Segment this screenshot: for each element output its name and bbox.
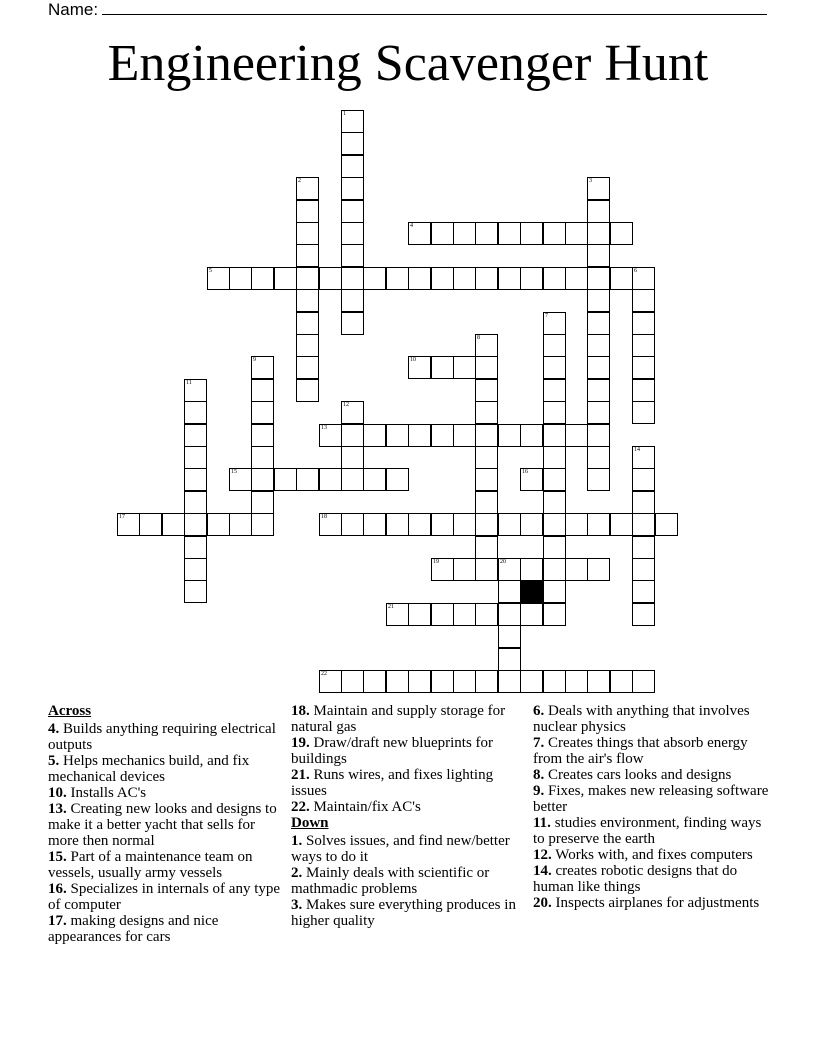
crossword-cell[interactable] — [475, 356, 498, 379]
crossword-cell[interactable] — [341, 200, 364, 223]
crossword-cell[interactable] — [363, 513, 386, 536]
crossword-cell[interactable] — [184, 558, 207, 581]
crossword-cell[interactable] — [565, 558, 588, 581]
crossword-cell[interactable] — [386, 513, 409, 536]
crossword-cell[interactable] — [453, 513, 476, 536]
crossword-cell[interactable] — [184, 424, 207, 447]
crossword-cell[interactable] — [543, 267, 566, 290]
clue-item — [291, 833, 527, 865]
clue-item — [48, 753, 284, 785]
crossword-cell[interactable] — [520, 424, 543, 447]
clue-number: 4. — [48, 721, 60, 737]
clue-text: Inspects airplanes for adjustments — [555, 895, 760, 911]
clue-item — [291, 767, 527, 799]
crossword-cell[interactable] — [543, 670, 566, 693]
clue-text: Specializes in internals of any type of computer — [48, 881, 281, 913]
clue-text: Builds anything requiring electrical outputs — [48, 721, 276, 753]
clue-text: studies environment, finding ways to preserve the earth — [533, 815, 762, 847]
crossword-cell[interactable] — [431, 356, 454, 379]
cell-number: 8 — [477, 335, 480, 341]
cell-number: 4 — [410, 223, 413, 229]
crossword-cell[interactable] — [229, 468, 252, 491]
crossword-cell[interactable] — [543, 424, 566, 447]
crossword-cell[interactable] — [632, 468, 655, 491]
crossword-cell[interactable] — [363, 267, 386, 290]
crossword-cell[interactable] — [207, 513, 230, 536]
cell-number: 15 — [231, 469, 237, 475]
clue-item — [48, 881, 284, 913]
cell-number: 6 — [634, 268, 637, 274]
crossword-cell[interactable] — [184, 536, 207, 559]
crossword-cell[interactable] — [475, 491, 498, 514]
crossword-cell[interactable] — [587, 513, 610, 536]
crossword-cell-shaded — [520, 580, 543, 603]
crossword-cell[interactable] — [498, 513, 521, 536]
crossword-cell[interactable] — [319, 267, 342, 290]
crossword-cell[interactable] — [475, 536, 498, 559]
crossword-cell[interactable] — [632, 536, 655, 559]
crossword-cell[interactable] — [475, 222, 498, 245]
crossword-cell[interactable] — [341, 267, 364, 290]
crossword-cell[interactable] — [251, 356, 274, 379]
crossword-cell[interactable] — [363, 670, 386, 693]
crossword-cell[interactable] — [498, 222, 521, 245]
crossword-cell[interactable] — [341, 177, 364, 200]
crossword-cell[interactable] — [498, 603, 521, 626]
clue-number: 14. — [533, 863, 552, 879]
crossword-cell[interactable] — [341, 401, 364, 424]
crossword-cell[interactable] — [632, 513, 655, 536]
clue-item — [533, 783, 769, 815]
crossword-cell[interactable] — [453, 267, 476, 290]
crossword-cell[interactable] — [498, 648, 521, 671]
clue-number: 2. — [291, 865, 303, 881]
crossword-cell[interactable] — [475, 670, 498, 693]
crossword-cell[interactable] — [632, 670, 655, 693]
crossword-cell[interactable] — [251, 424, 274, 447]
clue-text: Fixes, makes new releasing software better — [533, 783, 769, 815]
crossword-cell[interactable] — [565, 513, 588, 536]
clue-text: Solves issues, and find new/better ways to do it — [291, 833, 510, 865]
crossword-cell[interactable] — [475, 603, 498, 626]
crossword-cell[interactable] — [251, 491, 274, 514]
crossword-cell[interactable] — [251, 446, 274, 469]
crossword-cell[interactable] — [184, 580, 207, 603]
crossword-cell[interactable] — [453, 603, 476, 626]
crossword-cell[interactable] — [296, 200, 319, 223]
crossword-cell[interactable] — [184, 513, 207, 536]
crossword-cell[interactable] — [274, 267, 297, 290]
crossword-cell[interactable] — [453, 424, 476, 447]
crossword-cell[interactable] — [520, 670, 543, 693]
clue-item — [533, 847, 769, 863]
crossword-cell[interactable] — [498, 424, 521, 447]
crossword-cell[interactable] — [341, 513, 364, 536]
crossword-cell[interactable] — [587, 446, 610, 469]
crossword-cell[interactable] — [587, 267, 610, 290]
crossword-cell[interactable] — [543, 222, 566, 245]
crossword-cell[interactable] — [319, 468, 342, 491]
clue-number: 21. — [291, 767, 310, 783]
crossword-cell[interactable] — [162, 513, 185, 536]
cell-number: 21 — [388, 604, 394, 610]
crossword-cell[interactable] — [565, 222, 588, 245]
crossword-cell[interactable] — [408, 222, 431, 245]
clue-text: Makes sure everything produces in higher quality — [291, 897, 516, 929]
clue-number: 17. — [48, 913, 67, 929]
crossword-cell[interactable] — [475, 468, 498, 491]
cell-number: 22 — [321, 671, 327, 677]
crossword-cell[interactable] — [520, 267, 543, 290]
cell-number: 9 — [253, 357, 256, 363]
crossword-cell[interactable] — [543, 312, 566, 335]
crossword-cell[interactable] — [296, 289, 319, 312]
crossword-cell[interactable] — [386, 267, 409, 290]
cell-number: 14 — [634, 447, 640, 453]
crossword-cell[interactable] — [543, 580, 566, 603]
crossword-cell[interactable] — [341, 446, 364, 469]
clue-item — [533, 863, 769, 895]
crossword-cell[interactable] — [655, 513, 678, 536]
across-heading: Across — [48, 703, 92, 719]
crossword-cell[interactable] — [431, 670, 454, 693]
clue-number: 7. — [533, 735, 545, 751]
crossword-cell[interactable] — [319, 513, 342, 536]
crossword-cell[interactable] — [251, 401, 274, 424]
crossword-cell[interactable] — [587, 356, 610, 379]
crossword-cell[interactable] — [632, 312, 655, 335]
crossword-cell[interactable] — [565, 424, 588, 447]
crossword-cell[interactable] — [543, 603, 566, 626]
crossword-cell[interactable] — [296, 334, 319, 357]
cell-number: 5 — [209, 268, 212, 274]
cell-number: 11 — [186, 380, 192, 386]
clue-item — [291, 897, 527, 929]
clue-number: 22. — [291, 799, 310, 815]
crossword-cell[interactable] — [341, 312, 364, 335]
crossword-cell[interactable] — [229, 513, 252, 536]
crossword-cell[interactable] — [408, 424, 431, 447]
crossword-cell[interactable] — [408, 356, 431, 379]
cell-number: 7 — [545, 313, 548, 319]
crossword-cell[interactable] — [475, 267, 498, 290]
crossword-cell[interactable] — [587, 244, 610, 267]
crossword-cell[interactable] — [184, 401, 207, 424]
crossword-cell[interactable] — [475, 379, 498, 402]
clue-number: 5. — [48, 753, 60, 769]
crossword-cell[interactable] — [431, 513, 454, 536]
crossword-cell[interactable] — [386, 424, 409, 447]
crossword-cell[interactable] — [341, 155, 364, 178]
clue-item — [48, 801, 284, 849]
cell-number: 16 — [522, 469, 528, 475]
crossword-cell[interactable] — [498, 580, 521, 603]
crossword-cell[interactable] — [520, 603, 543, 626]
clue-number: 20. — [533, 895, 552, 911]
crossword-cell[interactable] — [543, 468, 566, 491]
clue-item — [48, 849, 284, 881]
crossword-cell[interactable] — [587, 312, 610, 335]
crossword-cell[interactable] — [453, 356, 476, 379]
clue-number: 18. — [291, 703, 310, 719]
clue-number: 3. — [291, 897, 303, 913]
crossword-cell[interactable] — [341, 468, 364, 491]
clue-text: Maintain/fix AC's — [313, 799, 421, 815]
clue-text: Creates cars looks and designs — [548, 767, 732, 783]
crossword-cell[interactable] — [117, 513, 140, 536]
crossword-cell[interactable] — [543, 334, 566, 357]
clue-item — [533, 703, 769, 735]
crossword-cell[interactable] — [296, 379, 319, 402]
cell-number: 17 — [119, 514, 125, 520]
clue-item — [291, 703, 527, 735]
crossword-cell[interactable] — [543, 558, 566, 581]
cell-number: 18 — [321, 514, 327, 520]
crossword-cell[interactable] — [632, 491, 655, 514]
clue-number: 16. — [48, 881, 67, 897]
crossword-cell[interactable] — [632, 379, 655, 402]
crossword-cell[interactable] — [610, 513, 633, 536]
crossword-cell[interactable] — [386, 670, 409, 693]
crossword-cell[interactable] — [431, 222, 454, 245]
crossword-cell[interactable] — [475, 446, 498, 469]
clue-text: Creates things that absorb energy from the air's flow — [533, 735, 748, 767]
crossword-cell[interactable] — [543, 356, 566, 379]
crossword-cell[interactable] — [587, 468, 610, 491]
clue-text: Maintain and supply storage for natural gas — [291, 703, 506, 735]
crossword-cell[interactable] — [296, 222, 319, 245]
crossword-cell[interactable] — [296, 244, 319, 267]
crossword-cell[interactable] — [229, 267, 252, 290]
crossword-cell[interactable] — [587, 334, 610, 357]
crossword-cell[interactable] — [408, 267, 431, 290]
crossword-cell[interactable] — [431, 424, 454, 447]
clue-text: creates robotic designs that do human like things — [533, 863, 738, 895]
crossword-cell[interactable] — [274, 468, 297, 491]
crossword-cell[interactable] — [520, 468, 543, 491]
crossword-cell[interactable] — [431, 267, 454, 290]
clue-text: Deals with anything that involves nuclear physics — [533, 703, 750, 735]
crossword-cell[interactable] — [363, 468, 386, 491]
crossword-cell[interactable] — [431, 558, 454, 581]
clues-column-2 — [291, 703, 527, 929]
cell-number: 13 — [321, 425, 327, 431]
clue-item — [533, 895, 769, 911]
crossword-cell[interactable] — [520, 222, 543, 245]
clue-number: 6. — [533, 703, 545, 719]
crossword-cell[interactable] — [319, 670, 342, 693]
crossword-cell[interactable] — [587, 177, 610, 200]
clue-text: Works with, and fixes computers — [555, 847, 753, 863]
crossword-cell[interactable] — [475, 424, 498, 447]
crossword-cell[interactable] — [587, 200, 610, 223]
down-heading: Down — [291, 815, 329, 831]
crossword-cell[interactable] — [632, 446, 655, 469]
crossword-cell[interactable] — [386, 603, 409, 626]
crossword-cell[interactable] — [610, 222, 633, 245]
clue-item — [291, 865, 527, 897]
crossword-cell[interactable] — [341, 132, 364, 155]
crossword-cell[interactable] — [251, 513, 274, 536]
clue-text: Runs wires, and fixes lighting issues — [291, 767, 494, 799]
clue-text: Draw/draft new blueprints for buildings — [291, 735, 494, 767]
crossword-cell[interactable] — [475, 513, 498, 536]
clue-number: 13. — [48, 801, 67, 817]
cell-number: 2 — [298, 178, 301, 184]
clue-item — [533, 767, 769, 783]
clue-item — [291, 735, 527, 767]
clue-text: making designs and nice appearances for cars — [48, 913, 219, 945]
cell-number: 19 — [433, 559, 439, 565]
clue-item — [48, 785, 284, 801]
crossword-cell[interactable] — [453, 670, 476, 693]
crossword-cell[interactable] — [341, 222, 364, 245]
crossword-cell[interactable] — [341, 110, 364, 133]
crossword-cell[interactable] — [341, 289, 364, 312]
crossword-cell[interactable] — [587, 401, 610, 424]
clues-column-3 — [533, 703, 769, 911]
crossword-cell[interactable] — [565, 267, 588, 290]
crossword-cell[interactable] — [587, 379, 610, 402]
clue-number: 9. — [533, 783, 545, 799]
clue-text: Creating new looks and designs to make it a better yacht that sells for more then normal — [48, 801, 277, 849]
crossword-cell[interactable] — [632, 289, 655, 312]
crossword-cell[interactable] — [632, 603, 655, 626]
crossword-cell[interactable] — [632, 580, 655, 603]
crossword-cell[interactable] — [184, 379, 207, 402]
clue-number: 12. — [533, 847, 552, 863]
crossword-cell[interactable] — [475, 558, 498, 581]
clue-number: 10. — [48, 785, 67, 801]
crossword-cell[interactable] — [251, 468, 274, 491]
crossword-cell[interactable] — [543, 513, 566, 536]
crossword-cell[interactable] — [453, 558, 476, 581]
crossword-cell[interactable] — [408, 670, 431, 693]
crossword-cell[interactable] — [632, 558, 655, 581]
crossword-cell[interactable] — [632, 401, 655, 424]
clue-number: 1. — [291, 833, 303, 849]
crossword-cell[interactable] — [587, 222, 610, 245]
crossword-cell[interactable] — [431, 603, 454, 626]
crossword-cell[interactable] — [632, 267, 655, 290]
clue-item — [533, 815, 769, 847]
crossword-cell[interactable] — [520, 513, 543, 536]
clue-item — [533, 735, 769, 767]
crossword-cell[interactable] — [498, 267, 521, 290]
name-label: Name: — [48, 0, 99, 19]
crossword-cell[interactable] — [610, 267, 633, 290]
crossword-cell[interactable] — [251, 267, 274, 290]
crossword-cell[interactable] — [543, 491, 566, 514]
crossword-cell[interactable] — [184, 491, 207, 514]
crossword-cell[interactable] — [319, 424, 342, 447]
crossword-cell[interactable] — [453, 222, 476, 245]
cell-number: 10 — [410, 357, 416, 363]
cell-number: 20 — [500, 559, 506, 565]
crossword-cell[interactable] — [520, 558, 543, 581]
clue-text: Installs AC's — [70, 785, 147, 801]
crossword-cell[interactable] — [498, 670, 521, 693]
clue-text: Mainly deals with scientific or mathmadic problems — [291, 865, 490, 897]
crossword-cell[interactable] — [341, 670, 364, 693]
crossword-cell[interactable] — [341, 424, 364, 447]
crossword-cell[interactable] — [296, 468, 319, 491]
cell-number: 12 — [343, 402, 349, 408]
crossword-cell[interactable] — [296, 267, 319, 290]
crossword-cell[interactable] — [587, 289, 610, 312]
crossword-cell[interactable] — [184, 446, 207, 469]
crossword-cell[interactable] — [139, 513, 162, 536]
cell-number: 3 — [589, 178, 592, 184]
crossword-cell[interactable] — [543, 379, 566, 402]
crossword-cell[interactable] — [475, 334, 498, 357]
crossword-cell[interactable] — [632, 334, 655, 357]
clue-number: 19. — [291, 735, 310, 751]
crossword-cell[interactable] — [632, 356, 655, 379]
clues-column-1 — [48, 703, 284, 945]
clue-number: 11. — [533, 815, 551, 831]
crossword-cell[interactable] — [498, 625, 521, 648]
crossword-cell[interactable] — [386, 468, 409, 491]
crossword-cell[interactable] — [543, 401, 566, 424]
clue-item — [291, 799, 527, 815]
crossword-cell[interactable] — [610, 670, 633, 693]
clue-item — [48, 721, 284, 753]
page-title: Engineering Scavenger Hunt — [107, 35, 709, 92]
clue-text: Helps mechanics build, and fix mechanical devices — [48, 753, 250, 785]
crossword-cell[interactable] — [475, 401, 498, 424]
crossword-cell[interactable] — [498, 558, 521, 581]
crossword-cell[interactable] — [543, 536, 566, 559]
crossword-cell[interactable] — [408, 603, 431, 626]
clue-number: 15. — [48, 849, 67, 865]
crossword-cell[interactable] — [296, 312, 319, 335]
crossword-cell[interactable] — [296, 356, 319, 379]
clue-text: Part of a maintenance team on vessels, usually army vessels — [48, 849, 253, 881]
crossword-cell[interactable] — [587, 670, 610, 693]
crossword-cell[interactable] — [587, 424, 610, 447]
crossword-cell[interactable] — [296, 177, 319, 200]
clue-item — [48, 913, 284, 945]
clue-number: 8. — [533, 767, 545, 783]
crossword-cell[interactable] — [184, 468, 207, 491]
crossword-cell[interactable] — [207, 267, 230, 290]
crossword-cell[interactable] — [587, 558, 610, 581]
crossword-cell[interactable] — [408, 513, 431, 536]
crossword-cell[interactable] — [341, 244, 364, 267]
crossword-cell[interactable] — [363, 424, 386, 447]
cell-number: 1 — [343, 111, 346, 117]
crossword-cell[interactable] — [251, 379, 274, 402]
crossword-cell[interactable] — [543, 446, 566, 469]
crossword-cell[interactable] — [565, 670, 588, 693]
